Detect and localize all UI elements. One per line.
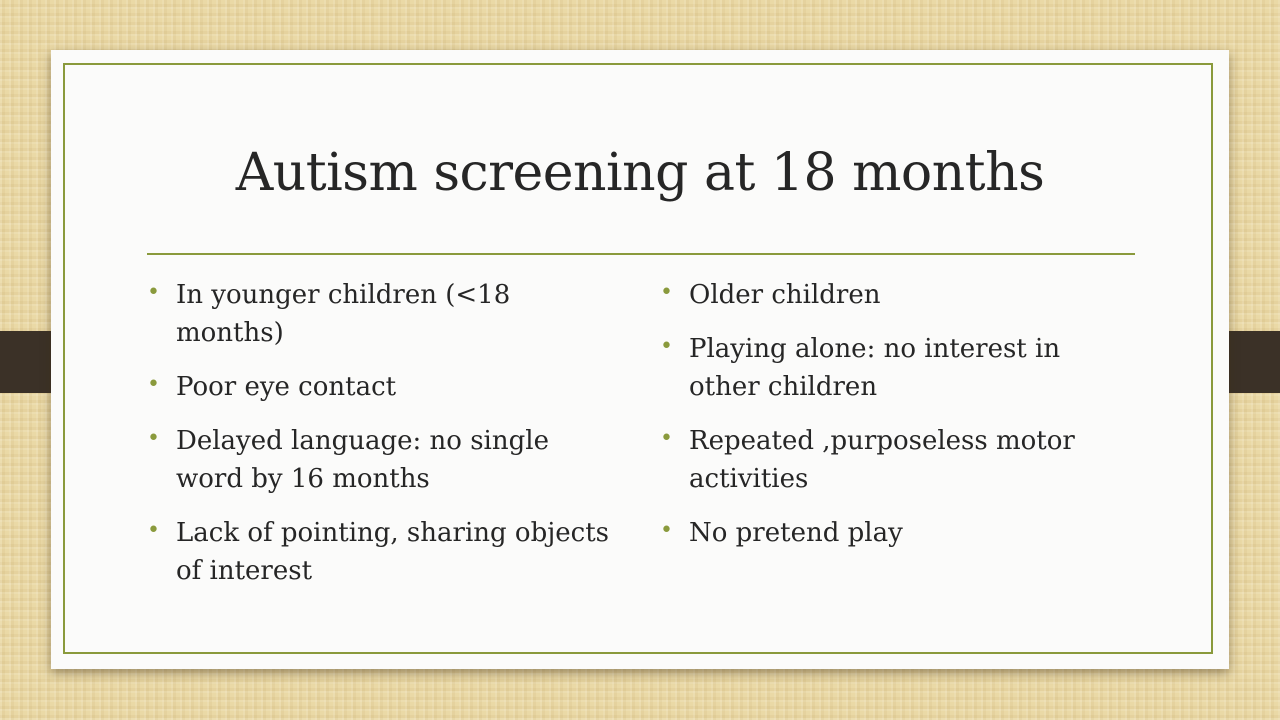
- slide-card: [51, 50, 1229, 669]
- left-bullet-list: [147, 276, 617, 606]
- bullet-item: [660, 330, 1130, 406]
- bullet-text: Older children: [689, 280, 881, 310]
- bullet-text: Repeated ,purposeless motor activities: [689, 426, 1075, 494]
- bullet-item: [660, 514, 1130, 552]
- bullet-item: [147, 422, 617, 498]
- bullet-item: [660, 276, 1130, 314]
- bullet-text: Poor eye contact: [176, 372, 397, 402]
- bullet-text: Playing alone: no interest in other children: [689, 334, 1061, 402]
- bullet-dot-icon: •: [660, 426, 673, 451]
- bullet-dot-icon: •: [147, 280, 160, 305]
- bullet-text: No pretend play: [689, 518, 903, 548]
- bullet-item: [147, 514, 617, 590]
- bullet-dot-icon: •: [660, 334, 673, 359]
- bullet-text: In younger children (<18 months): [176, 280, 511, 348]
- bullet-dot-icon: •: [147, 518, 160, 543]
- bullet-text: Lack of pointing, sharing objects of interest: [176, 518, 610, 586]
- bullet-dot-icon: •: [660, 280, 673, 305]
- title-divider: [147, 253, 1135, 255]
- bullet-dot-icon: •: [147, 372, 160, 397]
- bullet-item: [147, 368, 617, 406]
- bullet-text: Delayed language: no single word by 16 months: [176, 426, 549, 494]
- slide-title: Autism screening at 18 months: [235, 143, 1045, 203]
- right-bullet-list: [660, 276, 1130, 568]
- bullet-item: [660, 422, 1130, 498]
- bullet-dot-icon: •: [660, 518, 673, 543]
- bullet-dot-icon: •: [147, 426, 160, 451]
- bullet-item: [147, 276, 617, 352]
